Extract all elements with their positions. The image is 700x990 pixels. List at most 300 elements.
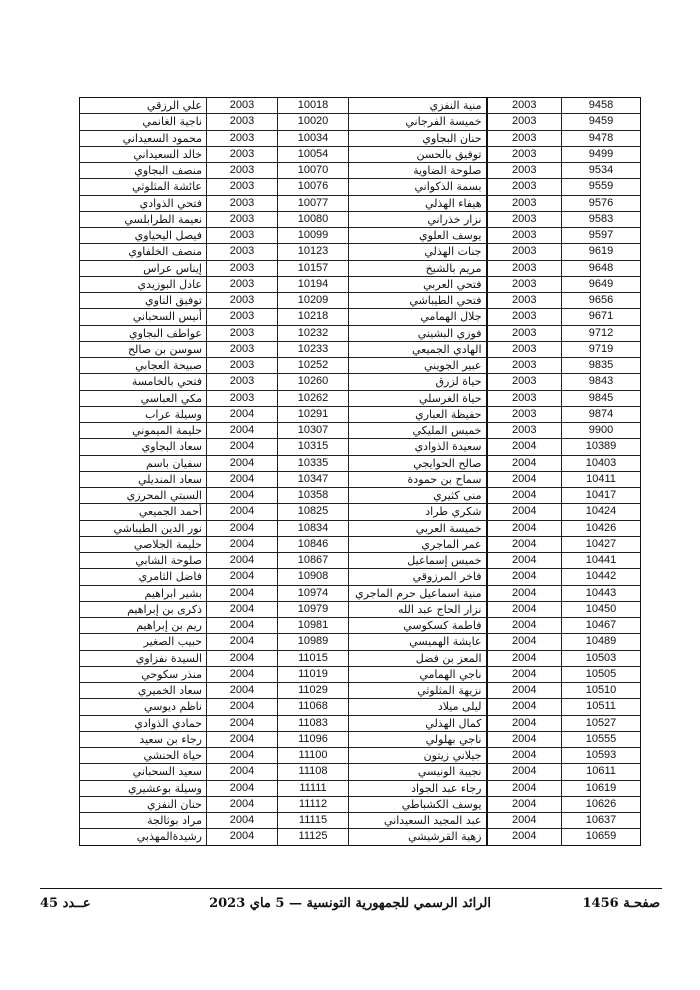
record-year: 2004: [487, 634, 562, 650]
record-number: 9597: [562, 228, 641, 244]
record-number: 10974: [278, 585, 349, 601]
table-row: [80, 683, 641, 699]
record-name: سوسن بن صالح: [80, 341, 207, 357]
record-year: 2004: [207, 764, 278, 780]
table-row: [80, 813, 641, 829]
record-year: 2004: [207, 585, 278, 601]
record-name: جيلاني زيتون: [349, 748, 487, 764]
table-row: [80, 130, 641, 146]
record-name: حليمة الجلاصي: [80, 536, 207, 552]
record-year: 2003: [487, 358, 562, 374]
record-year: 2004: [207, 634, 278, 650]
record-number: 10218: [278, 309, 349, 325]
record-number: 9649: [562, 276, 641, 292]
record-year: 2004: [487, 585, 562, 601]
record-year: 2003: [487, 228, 562, 244]
record-year: 2003: [487, 390, 562, 406]
record-year: 2003: [207, 98, 278, 114]
record-name: حياة لزرق: [349, 374, 487, 390]
record-number: 10233: [278, 341, 349, 357]
record-year: 2003: [487, 260, 562, 276]
record-year: 2003: [487, 293, 562, 309]
record-name: يوسف الكشباطي: [349, 796, 487, 812]
record-year: 2004: [207, 471, 278, 487]
record-year: 2004: [487, 618, 562, 634]
record-name: فتحي العربي: [349, 276, 487, 292]
record-year: 2004: [487, 829, 562, 845]
record-name: مريم بالشيخ: [349, 260, 487, 276]
record-number: 10335: [278, 455, 349, 471]
record-year: 2003: [207, 309, 278, 325]
record-number: 10979: [278, 601, 349, 617]
record-name: وسيلة عراب: [80, 406, 207, 422]
record-name: ناجي الهمامي: [349, 666, 487, 682]
record-number: 10054: [278, 146, 349, 162]
record-name: بسمة الذكواني: [349, 179, 487, 195]
record-number: 10034: [278, 130, 349, 146]
record-year: 2003: [487, 179, 562, 195]
gazette-title: الرائد الرسمي للجمهورية التونسية — 5 ماي 2023: [209, 896, 491, 911]
table-row: [80, 211, 641, 227]
record-name: ناجي بهلولي: [349, 731, 487, 747]
record-number: 9458: [562, 98, 641, 114]
record-year: 2004: [207, 553, 278, 569]
record-year: 2004: [207, 796, 278, 812]
record-name: خميس المليكي: [349, 423, 487, 439]
record-number: 10070: [278, 163, 349, 179]
record-number: 10099: [278, 228, 349, 244]
table-row: [80, 536, 641, 552]
record-number: 10077: [278, 195, 349, 211]
record-number: 11112: [278, 796, 349, 812]
record-name: فاطمة كسكوسي: [349, 618, 487, 634]
record-year: 2003: [207, 293, 278, 309]
record-year: 2004: [207, 423, 278, 439]
table-row: [80, 829, 641, 845]
record-name: منذر سكوحي: [80, 666, 207, 682]
record-year: 2003: [487, 163, 562, 179]
record-year: 2003: [487, 114, 562, 130]
table-row: [80, 601, 641, 617]
record-name: سفيان باسم: [80, 455, 207, 471]
record-number: 10511: [562, 699, 641, 715]
record-year: 2004: [487, 520, 562, 536]
record-year: 2004: [487, 439, 562, 455]
record-number: 11029: [278, 683, 349, 699]
table-row: [80, 244, 641, 260]
record-name: حنان البجاوي: [349, 130, 487, 146]
record-year: 2004: [487, 731, 562, 747]
table-row: [80, 748, 641, 764]
record-name: مراد بوثالجة: [80, 813, 207, 829]
record-number: 9499: [562, 146, 641, 162]
record-year: 2004: [207, 455, 278, 471]
record-name: مكي العباسي: [80, 390, 207, 406]
record-name: زهية القرشيشي: [349, 829, 487, 845]
record-year: 2003: [487, 276, 562, 292]
table-row: [80, 439, 641, 455]
record-number: 10867: [278, 553, 349, 569]
record-year: 2003: [207, 195, 278, 211]
record-number: 9583: [562, 211, 641, 227]
record-number: 10626: [562, 796, 641, 812]
record-year: 2003: [207, 211, 278, 227]
record-year: 2004: [487, 601, 562, 617]
record-year: 2004: [207, 748, 278, 764]
record-year: 2004: [207, 683, 278, 699]
table-row: [80, 634, 641, 650]
record-name: نعيمة الطرابلسي: [80, 211, 207, 227]
record-year: 2003: [487, 423, 562, 439]
record-number: 10020: [278, 114, 349, 130]
record-year: 2003: [207, 374, 278, 390]
record-year: 2004: [487, 715, 562, 731]
record-number: 10403: [562, 455, 641, 471]
record-year: 2004: [207, 569, 278, 585]
record-name: فتحي الطيباشي: [349, 293, 487, 309]
record-name: كمال الهذلي: [349, 715, 487, 731]
record-year: 2004: [487, 699, 562, 715]
record-number: 10424: [562, 504, 641, 520]
record-number: 10467: [562, 618, 641, 634]
record-name: ليلى ميلاد: [349, 699, 487, 715]
record-name: عمر الماجري: [349, 536, 487, 552]
record-name: سماح بن حمودة: [349, 471, 487, 487]
record-number: 10443: [562, 585, 641, 601]
record-number: 9656: [562, 293, 641, 309]
record-name: فاخر المرزوقي: [349, 569, 487, 585]
table-row: [80, 163, 641, 179]
record-number: 10194: [278, 276, 349, 292]
record-name: سعاد البجاوي: [80, 439, 207, 455]
record-number: 10417: [562, 488, 641, 504]
record-number: 10358: [278, 488, 349, 504]
record-name: توفيق الناوي: [80, 293, 207, 309]
record-name: عايشة الهميسي: [349, 634, 487, 650]
record-name: منى كثيري: [349, 488, 487, 504]
record-number: 10593: [562, 748, 641, 764]
record-number: 10018: [278, 98, 349, 114]
record-number: 10450: [562, 601, 641, 617]
record-year: 2004: [487, 553, 562, 569]
record-year: 2004: [487, 683, 562, 699]
record-number: 11100: [278, 748, 349, 764]
record-year: 2003: [207, 341, 278, 357]
record-number: 11125: [278, 829, 349, 845]
record-year: 2003: [487, 130, 562, 146]
record-year: 2004: [207, 780, 278, 796]
record-year: 2003: [207, 146, 278, 162]
record-number: 10510: [562, 683, 641, 699]
record-year: 2003: [207, 358, 278, 374]
record-number: 10981: [278, 618, 349, 634]
record-name: فوزي البشيني: [349, 325, 487, 341]
record-number: 11068: [278, 699, 349, 715]
record-number: 9478: [562, 130, 641, 146]
record-name: رجاء بن سعيد: [80, 731, 207, 747]
record-number: 10825: [278, 504, 349, 520]
record-number: 9719: [562, 341, 641, 357]
record-number: 10637: [562, 813, 641, 829]
table-row: [80, 341, 641, 357]
record-year: 2004: [487, 780, 562, 796]
record-number: 10619: [562, 780, 641, 796]
record-number: 10505: [562, 666, 641, 682]
record-name: منية النفزي: [349, 98, 487, 114]
table-row: [80, 585, 641, 601]
table-row: [80, 374, 641, 390]
record-year: 2004: [207, 829, 278, 845]
record-year: 2004: [487, 813, 562, 829]
table-row: [80, 764, 641, 780]
record-name: يوسف العلوي: [349, 228, 487, 244]
record-name: منصف البجاوي: [80, 163, 207, 179]
table-row: [80, 569, 641, 585]
record-name: فتحي بالخامسة: [80, 374, 207, 390]
record-number: 10611: [562, 764, 641, 780]
record-name: المعز بن فضل: [349, 650, 487, 666]
record-year: 2003: [207, 325, 278, 341]
record-year: 2003: [207, 179, 278, 195]
record-year: 2003: [487, 244, 562, 260]
record-year: 2004: [487, 796, 562, 812]
record-name: حفيظة العباري: [349, 406, 487, 422]
record-year: 2003: [487, 406, 562, 422]
table-row: [80, 146, 641, 162]
record-name: السبتي المحرزي: [80, 488, 207, 504]
record-name: حياة الغرسلي: [349, 390, 487, 406]
record-year: 2004: [207, 406, 278, 422]
record-year: 2004: [487, 748, 562, 764]
record-year: 2003: [487, 146, 562, 162]
record-number: 10527: [562, 715, 641, 731]
record-year: 2004: [207, 601, 278, 617]
record-year: 2004: [207, 618, 278, 634]
record-number: 9559: [562, 179, 641, 195]
record-name: عادل البوزيدي: [80, 276, 207, 292]
record-number: 10659: [562, 829, 641, 845]
table-row: [80, 228, 641, 244]
record-name: صالح الحوايجي: [349, 455, 487, 471]
record-name: رجاء عبد الجواد: [349, 780, 487, 796]
record-number: 9712: [562, 325, 641, 341]
record-name: ذكرى بن إبراهيم: [80, 601, 207, 617]
record-name: فتحي الذوادي: [80, 195, 207, 211]
record-number: 10389: [562, 439, 641, 455]
record-name: فاضل الثامري: [80, 569, 207, 585]
record-number: 10209: [278, 293, 349, 309]
record-name: محمود السعيداني: [80, 130, 207, 146]
table-row: [80, 276, 641, 292]
table-row: [80, 455, 641, 471]
record-year: 2004: [207, 715, 278, 731]
table-row: [80, 796, 641, 812]
page-number: صفحـة 1456: [582, 896, 660, 911]
table-row: [80, 114, 641, 130]
record-number: 10076: [278, 179, 349, 195]
record-name: أنيس السحباني: [80, 309, 207, 325]
record-name: سعيدة الذوادي: [349, 439, 487, 455]
record-name: حليمة الميموني: [80, 423, 207, 439]
record-year: 2003: [487, 195, 562, 211]
record-name: حياة الحنشي: [80, 748, 207, 764]
record-number: 9648: [562, 260, 641, 276]
record-name: إيناس عراس: [80, 260, 207, 276]
record-name: نجيبة الونيسي: [349, 764, 487, 780]
record-number: 10307: [278, 423, 349, 439]
record-number: 9459: [562, 114, 641, 130]
record-number: 10989: [278, 634, 349, 650]
record-year: 2003: [487, 374, 562, 390]
record-year: 2003: [207, 130, 278, 146]
record-name: توفيق بالحسن: [349, 146, 487, 162]
record-name: جنات الهذلي: [349, 244, 487, 260]
footer-rule: [40, 888, 662, 889]
record-number: 10315: [278, 439, 349, 455]
record-number: 10908: [278, 569, 349, 585]
record-number: 10846: [278, 536, 349, 552]
record-name: منية اسماعيل حرم الماجري: [349, 585, 487, 601]
record-year: 2003: [487, 211, 562, 227]
record-number: 10232: [278, 325, 349, 341]
record-year: 2003: [207, 114, 278, 130]
record-name: السيدة نفزاوي: [80, 650, 207, 666]
table-row: [80, 666, 641, 682]
record-name: عائشة المثلوثي: [80, 179, 207, 195]
record-name: سعاد الخميري: [80, 683, 207, 699]
record-number: 10262: [278, 390, 349, 406]
record-name: حمادي الذوادي: [80, 715, 207, 731]
table-row: [80, 504, 641, 520]
record-year: 2004: [487, 488, 562, 504]
record-name: خميسة العربي: [349, 520, 487, 536]
record-name: صلوحة الشابي: [80, 553, 207, 569]
record-number: 10489: [562, 634, 641, 650]
record-name: عبير الجويني: [349, 358, 487, 374]
record-name: بشير ابراهيم: [80, 585, 207, 601]
record-name: ناظم ديوسي: [80, 699, 207, 715]
record-year: 2004: [487, 764, 562, 780]
record-name: نزار خذراني: [349, 211, 487, 227]
table-row: [80, 699, 641, 715]
record-number: 9845: [562, 390, 641, 406]
table-row: [80, 358, 641, 374]
record-name: علي الرزقي: [80, 98, 207, 114]
record-number: 11115: [278, 813, 349, 829]
table-row: [80, 553, 641, 569]
table-row: [80, 520, 641, 536]
record-name: رشيدةالمهذبي: [80, 829, 207, 845]
table-row: [80, 618, 641, 634]
record-number: 10441: [562, 553, 641, 569]
record-number: 11083: [278, 715, 349, 731]
record-name: خميسة الفرجاني: [349, 114, 487, 130]
record-year: 2004: [207, 536, 278, 552]
record-number: 9534: [562, 163, 641, 179]
record-name: ريم بن إبراهيم: [80, 618, 207, 634]
record-year: 2004: [487, 569, 562, 585]
record-name: حنان النفزي: [80, 796, 207, 812]
roster-body: [80, 98, 641, 846]
record-year: 2004: [207, 488, 278, 504]
record-name: فيصل اليحياوي: [80, 228, 207, 244]
record-year: 2004: [487, 666, 562, 682]
record-year: 2004: [207, 699, 278, 715]
record-number: 10411: [562, 471, 641, 487]
table-row: [80, 260, 641, 276]
table-row: [80, 390, 641, 406]
record-name: أحمد الجميعي: [80, 504, 207, 520]
record-name: منصف الخلفاوي: [80, 244, 207, 260]
record-year: 2004: [207, 439, 278, 455]
record-number: 10260: [278, 374, 349, 390]
table-row: [80, 179, 641, 195]
issue-number: عــدد 45: [40, 896, 91, 911]
record-year: 2003: [487, 325, 562, 341]
roster-table: [79, 97, 641, 846]
table-row: [80, 309, 641, 325]
record-name: عبد المجيد السعيداني: [349, 813, 487, 829]
table-row: [80, 423, 641, 439]
table-row: [80, 325, 641, 341]
record-year: 2004: [207, 520, 278, 536]
record-year: 2004: [487, 650, 562, 666]
record-number: 9671: [562, 309, 641, 325]
record-number: 10080: [278, 211, 349, 227]
record-name: جلال الهمامي: [349, 309, 487, 325]
record-number: 10503: [562, 650, 641, 666]
record-number: 10834: [278, 520, 349, 536]
record-name: الهادي الجميعي: [349, 341, 487, 357]
table-row: [80, 406, 641, 422]
record-year: 2003: [487, 341, 562, 357]
record-number: 11111: [278, 780, 349, 796]
record-number: 10123: [278, 244, 349, 260]
table-row: [80, 731, 641, 747]
record-number: 9835: [562, 358, 641, 374]
record-name: نزار الحاج عبد الله: [349, 601, 487, 617]
table-row: [80, 650, 641, 666]
record-name: نزيهة المثلوثي: [349, 683, 487, 699]
record-name: سعاد المنديلي: [80, 471, 207, 487]
record-year: 2004: [207, 650, 278, 666]
record-number: 10426: [562, 520, 641, 536]
record-name: خميس إسماعيل: [349, 553, 487, 569]
record-number: 9900: [562, 423, 641, 439]
record-number: 10442: [562, 569, 641, 585]
record-name: حبيب الصغير: [80, 634, 207, 650]
record-number: 11019: [278, 666, 349, 682]
record-year: 2004: [487, 471, 562, 487]
record-name: عواطف البجاوي: [80, 325, 207, 341]
record-year: 2003: [207, 228, 278, 244]
table-row: [80, 780, 641, 796]
record-year: 2004: [487, 536, 562, 552]
record-year: 2004: [207, 731, 278, 747]
table-row: [80, 195, 641, 211]
record-number: 9843: [562, 374, 641, 390]
record-year: 2003: [207, 244, 278, 260]
record-name: هيفاء الهذلي: [349, 195, 487, 211]
record-year: 2004: [487, 455, 562, 471]
record-year: 2004: [207, 504, 278, 520]
record-year: 2003: [207, 163, 278, 179]
record-number: 11015: [278, 650, 349, 666]
record-name: وسيلة بوعشيري: [80, 780, 207, 796]
record-year: 2004: [487, 504, 562, 520]
record-name: ناجية الغانمي: [80, 114, 207, 130]
record-number: 10291: [278, 406, 349, 422]
